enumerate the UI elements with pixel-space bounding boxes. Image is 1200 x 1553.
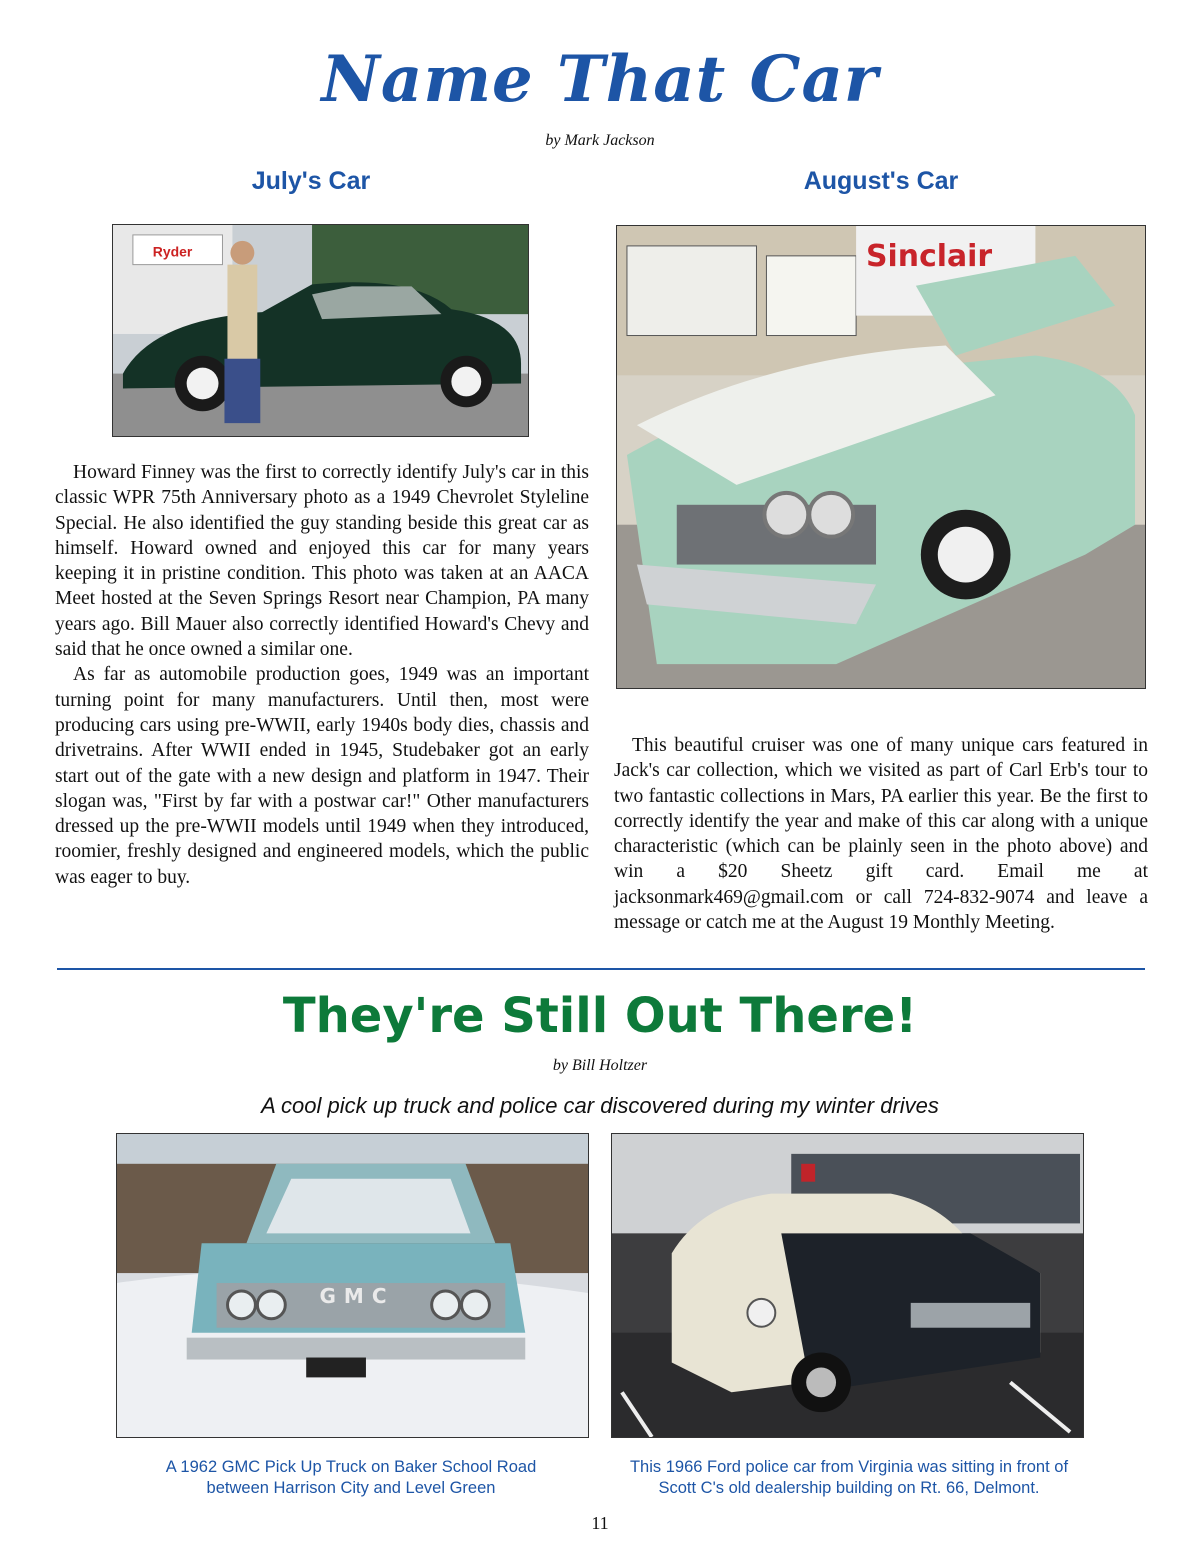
truck-grille-lettering: GMC: [319, 1284, 395, 1308]
svg-text:Sinclair: Sinclair: [866, 238, 993, 274]
july-paragraph-1: Howard Finney was the first to correctly identify July's car in this classic WPR 75th Anniversary photo as a 1949 Chevrolet Styleline Special. He also identified the guy standing beside this great car as himself. Howard owned and enjoyed this car for many years keeping it in pristine condition. This photo was taken at an AACA Meet hosted at the Seven Springs Resort near Champion, PA many years ago. Bill Mauer also correctly identified Howard's Chevy and said that he once owned a similar one.: [55, 462, 589, 661]
svg-text:Ryder: Ryder: [152, 243, 193, 260]
police-car-icon: [612, 1134, 1083, 1437]
police-car-photo: [611, 1133, 1084, 1438]
july-article-text: [55, 460, 589, 890]
august-heading: August's Car: [803, 167, 959, 195]
page-title: Name That Car: [321, 42, 879, 117]
july-heading: July's Car: [251, 167, 371, 195]
section-byline: by Bill Holtzer: [552, 1057, 648, 1074]
section-subtitle: A cool pick up truck and police car discovered during my winter drives: [261, 1093, 939, 1118]
section-title: They're Still Out There!: [282, 988, 918, 1044]
july-car-photo: [112, 224, 529, 437]
section-divider: [57, 968, 1145, 970]
july-paragraph-2: As far as automobile production goes, 1949 was an important turning point for many manufacturers. Until then, most were producing cars using pre-WWII, early 1940s body dies, chassis and drivetrains. After WWII ended in 1945, Studebaker got an early start out of the gate with a new design and platform in 1947. Their slogan was, "First by far with a postwar car!" Other manufacturers dressed up the pre-WWII models until 1949 when they introduced, roomier, freshly designed and engineered models, which the public was eager to buy.: [55, 664, 589, 888]
convertible-car-icon: [617, 226, 1145, 688]
byline-author: by Mark Jackson: [545, 132, 655, 149]
truck-caption: A 1962 GMC Pick Up Truck on Baker School Road between Harrison City and Level Green: [165, 1458, 537, 1497]
page-number: 11: [591, 1513, 609, 1533]
gmc-truck-photo: [116, 1133, 589, 1438]
police-car-caption: This 1966 Ford police car from Virginia was sitting in front of Scott C's old dealership building on Rt. 66, Delmont.: [629, 1458, 1069, 1497]
august-article-text: [614, 733, 1148, 935]
august-car-photo: [616, 225, 1146, 689]
august-paragraph-1: This beautiful cruiser was one of many unique cars featured in Jack's car collection, which we visited as part of Carl Erb's tour to two fantastic collections in Mars, PA earlier this year. Be the first to correctly identify the year and make of this car along with a unique characteristic (which can be plainly seen in the photo above) and win a $20 Sheetz gift card. Email me at jacksonmark469@gmail.com or call 724-832-9074 and leave a message or catch me at the August 19 Monthly Meeting.: [614, 735, 1148, 934]
classic-car-icon: [113, 225, 528, 436]
